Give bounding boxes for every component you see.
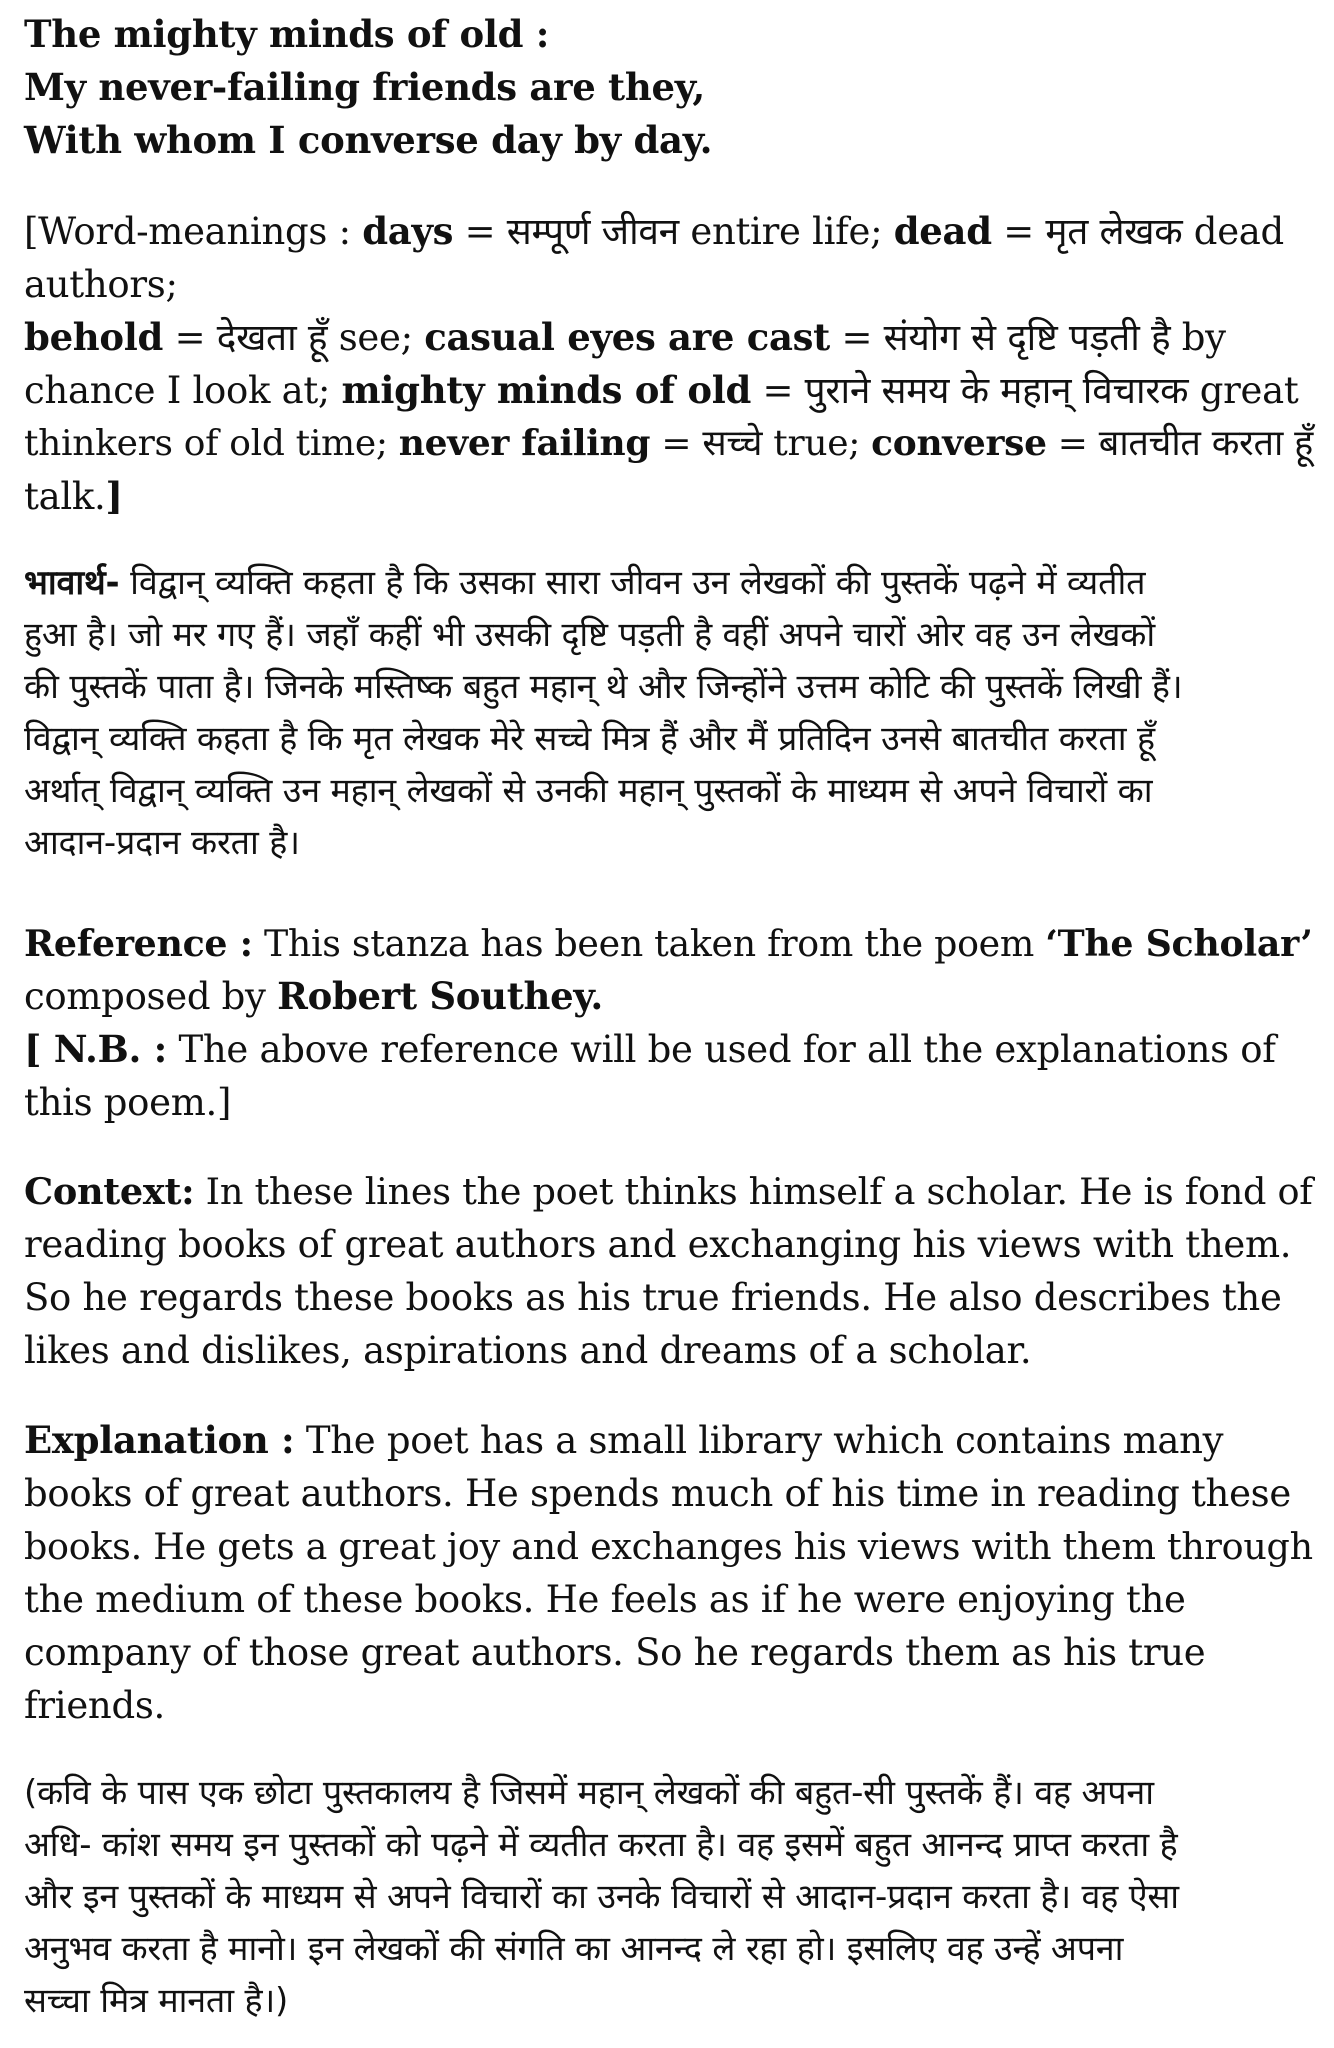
term-days: days	[362, 209, 454, 253]
reference-line	[24, 917, 1320, 970]
explanation-label: Explanation :	[24, 1418, 295, 1462]
context-line	[24, 1165, 1320, 1218]
explanation-line: books. He gets a great joy and exchanges his views with them through	[24, 1525, 1313, 1568]
explanation-section	[24, 1414, 1320, 1732]
hindi-translation-line: अधि- कांश समय इन पुस्तकों को पढ़ने में व्यतीत करता है। वह इसमें बहुत आनन्द प्राप्त करता है	[24, 1825, 1178, 1865]
word-meanings-line: authors;	[24, 263, 178, 306]
term-never-failing: never failing	[398, 422, 651, 464]
bhavarth-line: आदान-प्रदान करता है।	[24, 823, 300, 863]
explanation-line: company of those great authors. So he regards them as his true	[24, 1631, 1206, 1674]
reference-text: composed by	[24, 975, 278, 1018]
context-section	[24, 1165, 1320, 1377]
explanation-text: The poet has a small library which contains many	[294, 1419, 1224, 1462]
word-meanings-text: talk.	[24, 475, 106, 518]
term-converse: converse	[871, 422, 1047, 464]
meaning-converse: = बातचीत करता हूँ	[1046, 423, 1313, 464]
reference-label: Reference :	[24, 922, 253, 965]
bhavarth-label: भावार्थ-	[24, 563, 120, 603]
context-line: So he regards these books as his true friends. He also describes the	[24, 1276, 1282, 1319]
stanza-line: My never-failing friends are they,	[24, 65, 705, 109]
explanation-line: the medium of these books. He feels as if he were enjoying the	[24, 1578, 1186, 1621]
context-label: Context:	[24, 1170, 195, 1213]
reference-text: This stanza has been taken from the poem	[252, 922, 1046, 965]
word-meanings-text: thinkers of old time;	[24, 423, 399, 464]
reference-section	[24, 917, 1320, 1129]
hindi-translation-line: अनुभव करता है मानो। इन लेखकों की संगति का आनन्द ले रहा हो। इसलिए वह उन्हें अपना	[24, 1929, 1124, 1969]
hindi-translation-section	[24, 1767, 1320, 2027]
term-mighty-minds: mighty minds of old	[341, 368, 752, 412]
stanza-line: The mighty minds of old :	[24, 12, 550, 56]
nb-line	[24, 1023, 1320, 1076]
poem-title: ‘The Scholar’	[1045, 922, 1313, 965]
bhavarth-text: विद्वान् व्यक्ति कहता है कि उसका सारा जीवन उन लेखकों की पुस्तकें पढ़ने में व्यतीत	[119, 563, 1146, 603]
word-meanings-close: ]	[105, 474, 123, 518]
meaning-behold: = देखता हूँ see;	[163, 316, 425, 359]
word-meanings-open: [Word-meanings :	[24, 210, 363, 253]
word-meanings-line	[24, 311, 1320, 364]
bhavarth-section	[24, 557, 1320, 869]
bhavarth-line: विद्वान् व्यक्ति कहता है कि मृत लेखक मेरे सच्चे मित्र हैं और मैं प्रतिदिन उनसे बातचीत करता हूँ	[24, 719, 1155, 759]
hindi-translation-line: (कवि के पास एक छोटा पुस्तकालय है जिसमें महान् लेखकों की बहुत-सी पुस्तकें हैं। वह अपना	[24, 1773, 1154, 1813]
term-casual-eyes: casual eyes are cast	[424, 315, 830, 359]
explanation-line: books of great authors. He spends much of his time in reading these	[24, 1472, 1291, 1515]
word-meanings	[24, 205, 1320, 523]
stanza-line: With whom I converse day by day.	[24, 118, 713, 162]
explanation-line	[24, 1414, 1320, 1467]
bhavarth-line: की पुस्तकें पाता है। जिनके मस्तिष्क बहुत महान् थे और जिन्होंने उत्तम कोटि की पुस्तकें लिखी हैं।	[24, 667, 1183, 707]
context-line: likes and dislikes, aspirations and dreams of a scholar.	[24, 1329, 1032, 1372]
word-meanings-line	[24, 205, 1320, 258]
nb-label: [ N.B. :	[24, 1027, 168, 1071]
hindi-translation-line: और इन पुस्तकों के माध्यम से अपने विचारों का उनके विचारों से आदान-प्रदान करता है। वह ऐसा	[24, 1877, 1179, 1917]
bhavarth-line	[24, 557, 1320, 609]
context-line: reading books of great authors and exchanging his views with them.	[24, 1223, 1292, 1266]
nb-line: this poem.]	[24, 1081, 232, 1124]
nb-text: The above reference will be used for all the explanations of	[167, 1028, 1276, 1071]
bhavarth-line: अर्थात् विद्वान् व्यक्ति उन महान् लेखकों से उनकी महान् पुस्तकों के माध्यम से अपने विचारों का	[24, 771, 1153, 811]
meaning-casual-eyes: = संयोग से दृष्टि पड़ती है by	[829, 316, 1226, 359]
meaning-days: = सम्पूर्ण जीवन entire life;	[453, 210, 894, 253]
meaning-mighty-minds: = पुराने समय के महान् विचारक great	[751, 369, 1299, 412]
meaning-never-failing: = सच्चे true;	[650, 423, 872, 464]
word-meanings-line	[24, 364, 1320, 417]
poet-name: Robert Southey.	[277, 974, 603, 1018]
word-meanings-line	[24, 417, 1320, 470]
poem-stanza	[24, 8, 1320, 167]
bhavarth-line: हुआ है। जो मर गए हैं। जहाँ कहीं भी उसकी दृष्टि पड़ती है वहीं अपने चारों ओर वह उन लेखकों	[24, 615, 1155, 655]
explanation-line: friends.	[24, 1684, 165, 1727]
word-meanings-line	[24, 470, 1320, 523]
word-meanings-text: chance I look at;	[24, 369, 342, 412]
meaning-dead: = मृत लेखक dead	[991, 210, 1284, 253]
term-dead: dead	[893, 209, 992, 253]
hindi-translation-line: सच्चा मित्र मानता है।)	[24, 1981, 289, 2021]
term-behold: behold	[24, 315, 164, 359]
reference-line	[24, 970, 1320, 1023]
context-text: In these lines the poet thinks himself a scholar. He is fond of	[194, 1170, 1313, 1213]
